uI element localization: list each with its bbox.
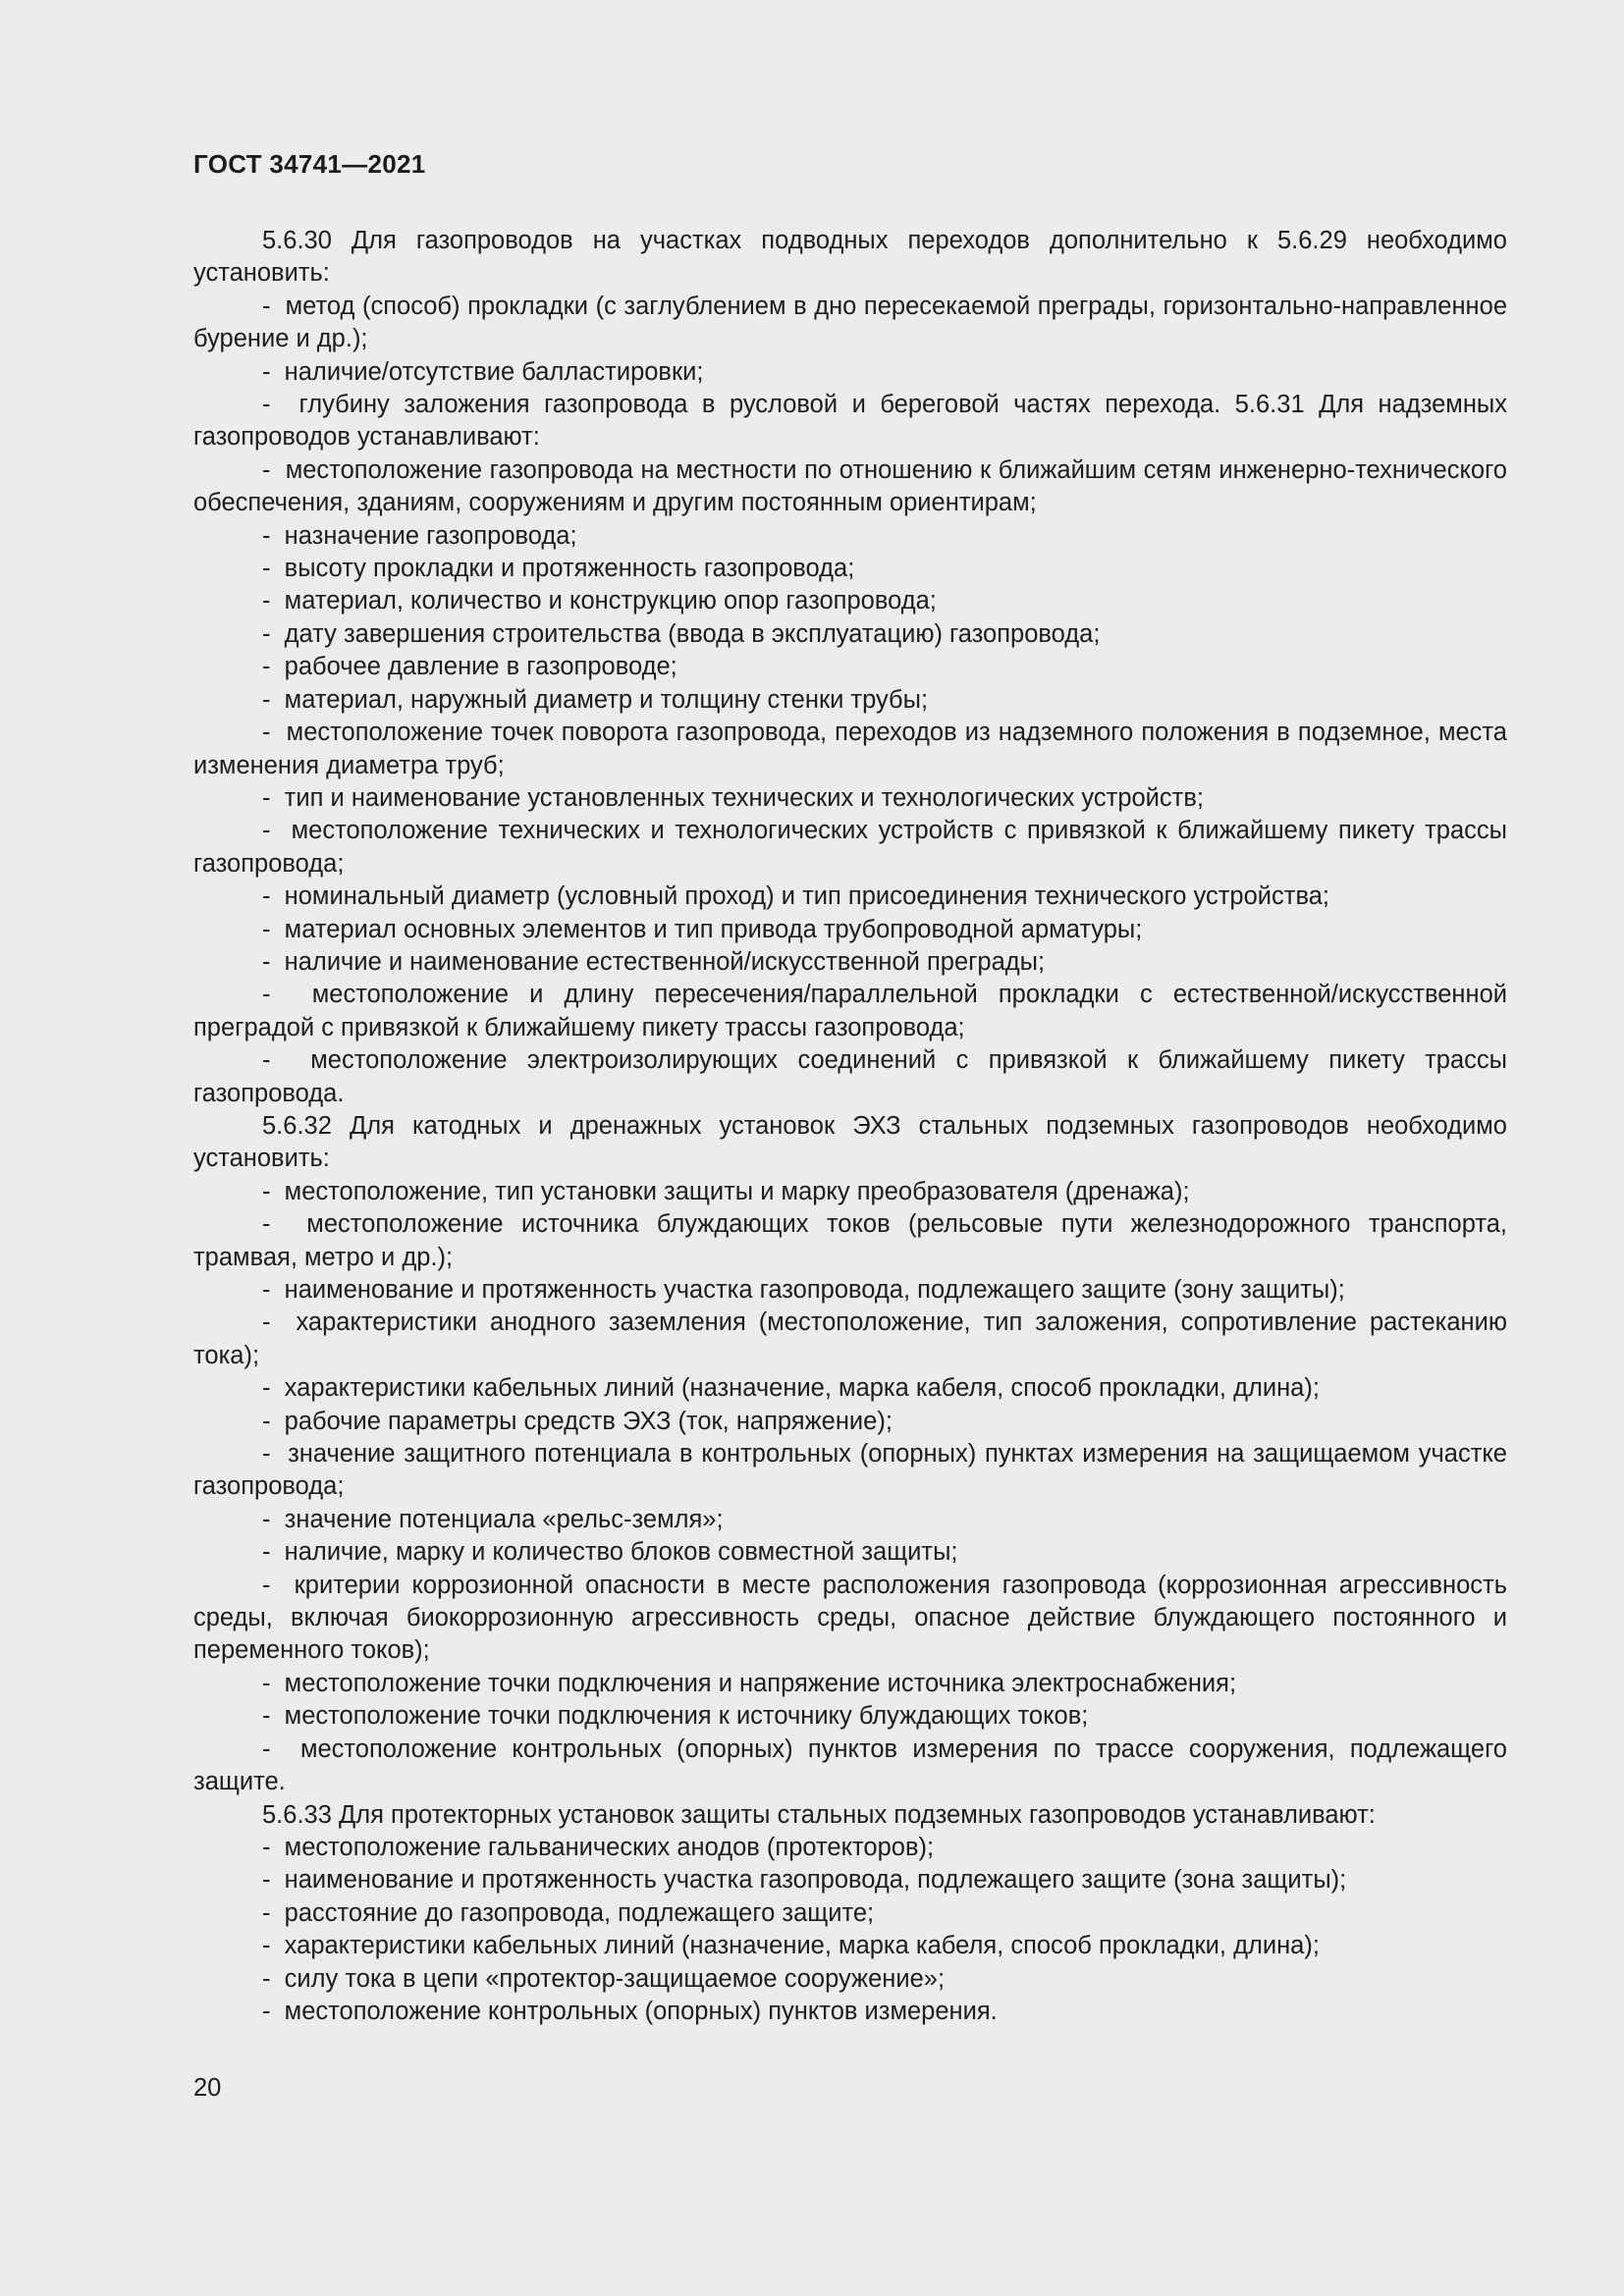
list-item: - материал, наружный диаметр и толщину стенки трубы;: [193, 684, 1507, 717]
list-item: - силу тока в цепи «протектор-защищаемое сооружение»;: [193, 1963, 1507, 1996]
list-item: - метод (способ) прокладки (с заглублением в дно пересекаемой преграды, горизонтально-направленное бурение и др.);: [193, 291, 1507, 356]
list-item: - тип и наименование установленных технических и технологических устройств;: [193, 782, 1507, 815]
list-item: - наименование и протяженность участка газопровода, подлежащего защите (зона защиты);: [193, 1864, 1507, 1896]
list-item: - назначение газопровода;: [193, 520, 1507, 553]
list-item: - значение потенциала «рельс-земля»;: [193, 1504, 1507, 1536]
list-item: - местоположение точек поворота газопровода, переходов из надземного положения в подземное, места изменения диаметра труб;: [193, 717, 1507, 782]
list-item: - местоположение контрольных (опорных) пунктов измерения по трассе сооружения, подлежащего защите.: [193, 1734, 1507, 1799]
list-item: - наличие, марку и количество блоков совместной защиты;: [193, 1536, 1507, 1569]
list-item: - рабочие параметры средств ЭХЗ (ток, напряжение);: [193, 1406, 1507, 1438]
list-item: - высоту прокладки и протяженность газопровода;: [193, 553, 1507, 585]
document-body: [193, 225, 1507, 2028]
list-item: - наличие/отсутствие балластировки;: [193, 356, 1507, 389]
list-item: - рабочее давление в газопроводе;: [193, 651, 1507, 683]
list-item: - характеристики анодного заземления (местоположение, тип заложения, сопротивление растеканию тока);: [193, 1307, 1507, 1372]
list-item: - местоположение электроизолирующих соединений с привязкой к ближайшему пикету трассы газопровода.: [193, 1044, 1507, 1110]
clause-paragraph: 5.6.33 Для протекторных установок защиты стальных подземных газопроводов устанавливают:: [262, 1800, 1376, 1829]
clause-paragraph: 5.6.30 Для газопроводов на участках подводных переходов дополнительно к 5.6.29 необходимо установить:: [193, 227, 1507, 288]
list-item: - местоположение точки подключения к источнику блуждающих токов;: [193, 1700, 1507, 1733]
list-item: - наличие и наименование естественной/искусственной преграды;: [193, 946, 1507, 979]
list-item: - местоположение и длину пересечения/параллельной прокладки с естественной/искусственной преградой с привязкой к ближайшему пикету трассы газопровода;: [193, 979, 1507, 1044]
list-item: - критерии коррозионной опасности в месте расположения газопровода (коррозионная агрессивность среды, включая биокоррозионную агрессивность среды, опасное действие блуждающего постоянного и переменного токов);: [193, 1570, 1507, 1668]
clause-paragraph: 5.6.32 Для катодных и дренажных установок ЭХЗ стальных подземных газопроводов необходимо установить:: [193, 1111, 1507, 1173]
list-item: - местоположение контрольных (опорных) пунктов измерения.: [193, 1996, 1507, 2028]
list-item: - глубину заложения газопровода в русловой и береговой частях перехода. 5.6.31 Для надземных газопроводов устанавливают:: [193, 389, 1507, 454]
list-item: - местоположение источника блуждающих токов (рельсовые пути железнодорожного транспорта, трамвая, метро и др.);: [193, 1208, 1507, 1274]
list-item: - местоположение точки подключения и напряжение источника электроснабжения;: [193, 1668, 1507, 1700]
list-item: - материал, количество и конструкцию опор газопровода;: [193, 585, 1507, 617]
list-item: - местоположение технических и технологических устройств с привязкой к ближайшему пикету трассы газопровода;: [193, 815, 1507, 881]
list-item: - наименование и протяженность участка газопровода, подлежащего защите (зону защиты);: [193, 1274, 1507, 1307]
list-item: - характеристики кабельных линий (назначение, марка кабеля, способ прокладки, длина);: [193, 1372, 1507, 1405]
list-item: - материал основных элементов и тип привода трубопроводной арматуры;: [193, 914, 1507, 946]
list-item: - местоположение, тип установки защиты и марку преобразователя (дренажа);: [193, 1176, 1507, 1208]
list-item: - расстояние до газопровода, подлежащего защите;: [193, 1897, 1507, 1930]
list-item: - местоположение газопровода на местности по отношению к ближайшим сетям инженерно-технического обеспечения, зданиям, сооружениям и другим постоянным ориентирам;: [193, 454, 1507, 520]
list-item: - характеристики кабельных линий (назначение, марка кабеля, способ прокладки, длина);: [193, 1930, 1507, 1962]
list-item: - значение защитного потенциала в контрольных (опорных) пунктах измерения на защищаемом участке газопровода;: [193, 1438, 1507, 1504]
list-item: - номинальный диаметр (условный проход) и тип присоединения технического устройства;: [193, 881, 1507, 913]
list-item: - местоположение гальванических анодов (протекторов);: [193, 1832, 1507, 1864]
page-number: 20: [193, 2074, 222, 2102]
standard-code-header: ГОСТ 34741—2021: [193, 149, 426, 179]
list-item: - дату завершения строительства (ввода в эксплуатацию) газопровода;: [193, 618, 1507, 651]
